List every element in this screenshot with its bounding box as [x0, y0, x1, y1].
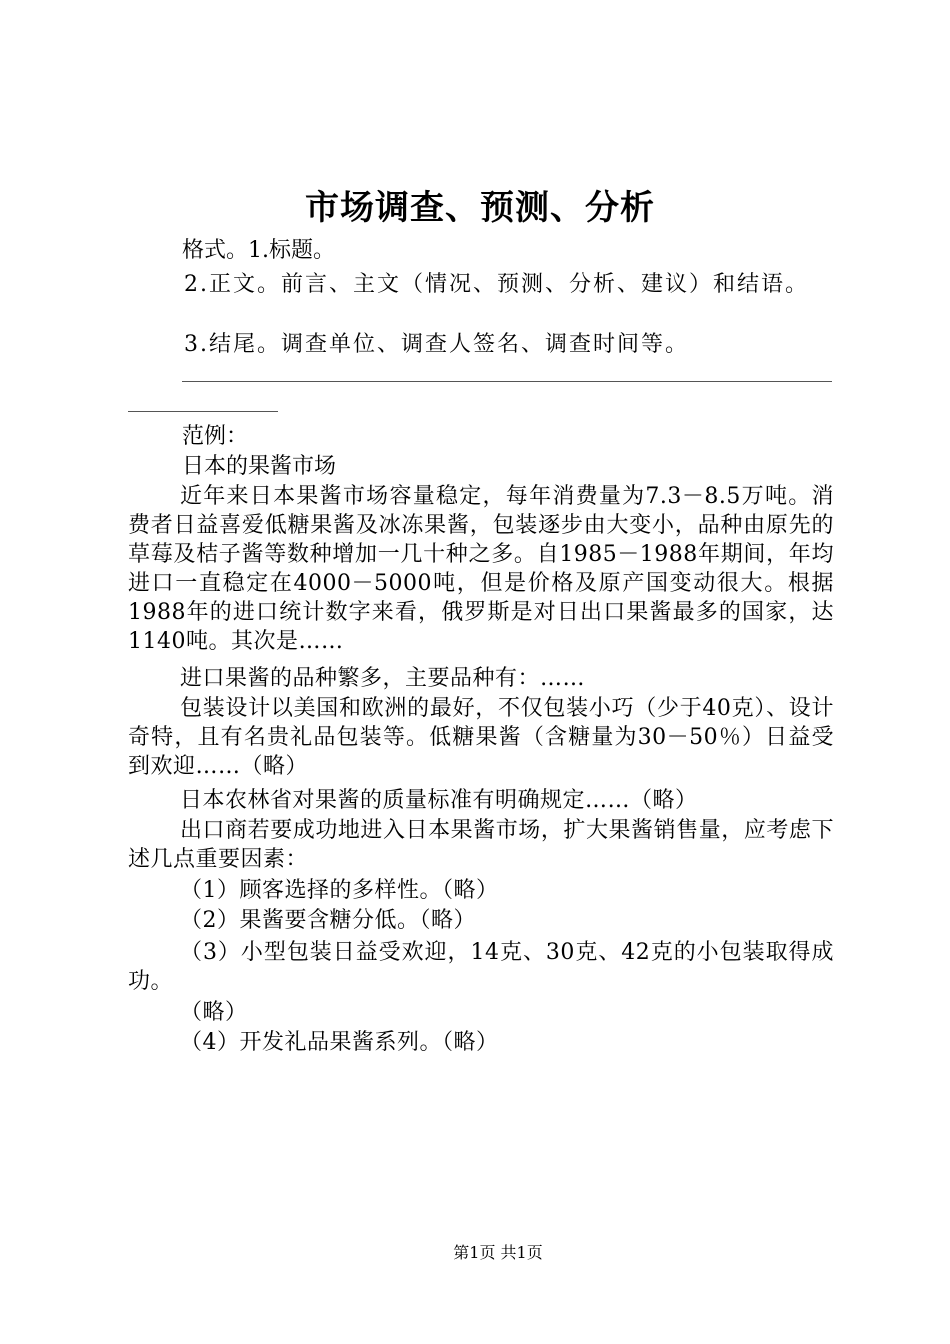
page-footer: 第1页 共1页 [453, 1243, 543, 1262]
document-title: 市场调查、预测、分析 [305, 188, 655, 228]
paragraph-key-factors: 出口商若要成功地进入日本果酱市场，扩大果酱销售量，应考虑下述几点重要因素： [128, 818, 834, 872]
separator-rule-continued [128, 411, 278, 412]
list-item-factor-1: （1）顾客选择的多样性。（略） [180, 878, 499, 903]
paragraph-packaging: 包装设计以美国和欧洲的最好，不仅包装小巧（少于40克）、设计奇特，且有名贵礼品包装等。低糖果酱（含糖量为30－50％）日益受到欢迎……（略） [128, 696, 834, 779]
format-line-1: 格式。1.标题。 [182, 238, 335, 263]
paragraph-quality-standards: 日本农林省对果酱的质量标准有明确规定……（略） [180, 788, 698, 813]
list-item-factor-2: （2）果酱要含糖分低。（略） [180, 908, 476, 933]
paragraph-varieties: 进口果酱的品种繁多，主要品种有：…… [180, 666, 586, 691]
example-label: 范例： [182, 424, 249, 449]
list-item-factor-3: （3）小型包装日益受欢迎，14克、30克、42克的小包装取得成功。 [128, 940, 834, 994]
paragraph-market-overview: 近年来日本果酱市场容量稳定，每年消费量为7.3－8.5万吨。消费者日益喜爱低糖果酱及冰冻果酱，包装逐步由大变小，品种由原先的草莓及桔子酱等数种增加一几十种之多。自1985－1988年期间，年均进口一直稳定在4000－5000吨，但是价格及原产国变动很大。根据1988年的进口统计数字来看，俄罗斯是对日出口果酱最多的国家，达1140吨。其次是…… [128, 484, 834, 654]
format-line-3: 3.结尾。调查单位、调查人签名、调查时间等。 [184, 332, 689, 357]
example-title: 日本的果酱市场 [182, 454, 337, 479]
list-item-factor-3-note: （略） [180, 1000, 248, 1025]
format-line-2: 2.正文。前言、主文（情况、预测、分析、建议）和结语。 [184, 272, 809, 297]
separator-rule [182, 381, 832, 382]
list-item-factor-4: （4）开发礼品果酱系列。（略） [180, 1030, 499, 1055]
